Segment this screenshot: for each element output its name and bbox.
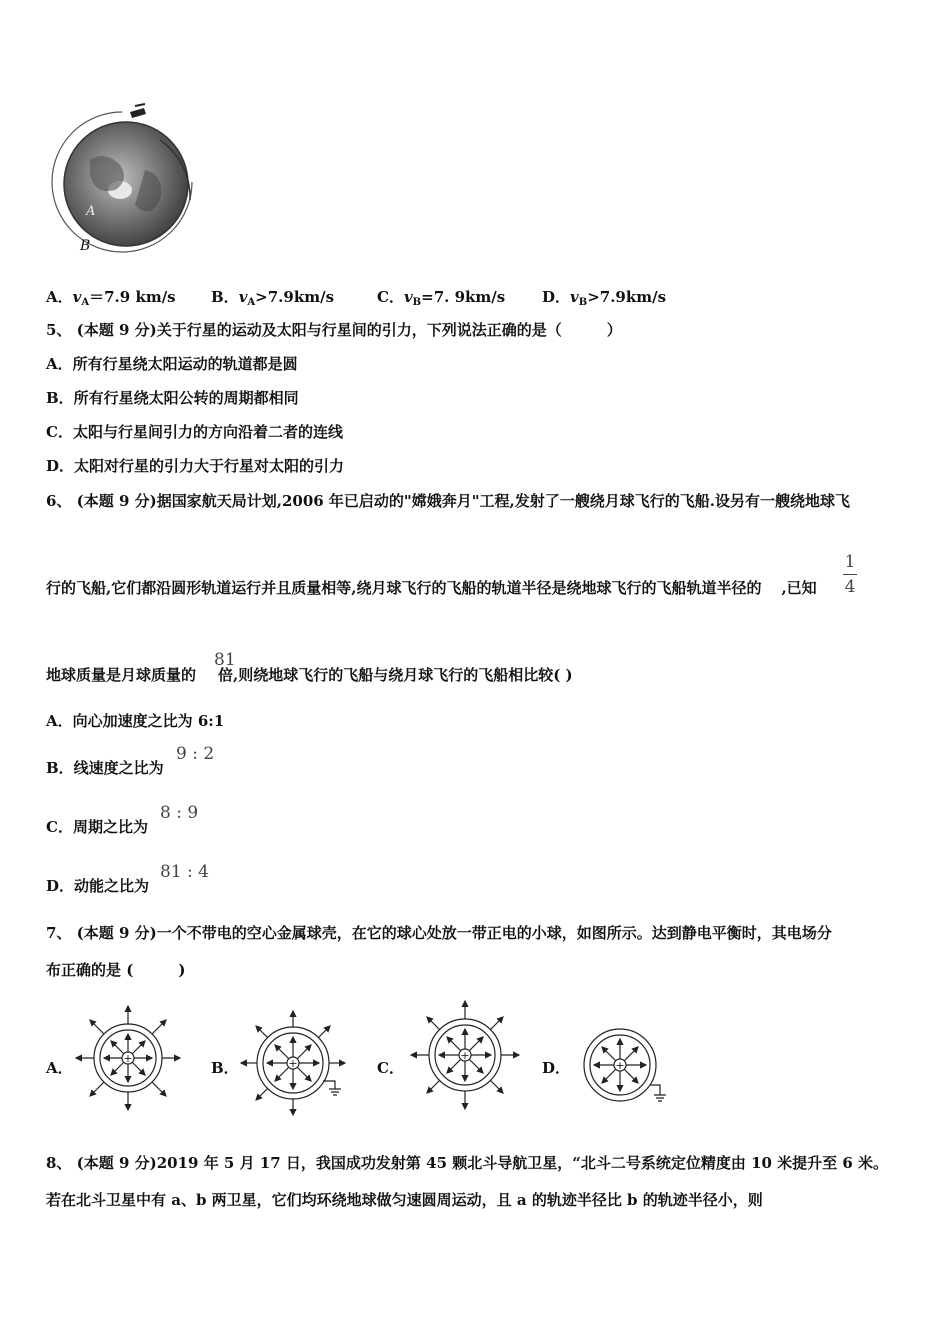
q6-stem-line1: 6、 (本题 9 分)据国家航天局计划,2006 年已启动的"嫦娥奔月"工程,发射了一艘绕月球飞行的飞船.设另有一艘绕地球飞 <box>46 492 851 510</box>
q5-option-a[interactable]: A．所有行星绕太阳运动的轨道都是圆 <box>46 355 298 373</box>
q8-stem-line2: 若在北斗卫星中有 a、b 两卫星，它们均环绕地球做匀速圆周运动，且 a 的轨迹半径比 b 的轨迹半径小，则 <box>46 1191 763 1209</box>
q7-charge-b: + <box>288 1057 298 1070</box>
q7-label-d[interactable]: D． <box>542 1059 571 1077</box>
q7-stem-line2: 布正确的是 ( ) <box>46 961 186 979</box>
q6-stem-line2: 行的飞船,它们都沿圆形轨道运行并且质量相等,绕月球飞行的飞船的轨道半径是绕地球飞行的飞船轨道半径的 ,已知 <box>46 579 817 597</box>
q5-option-b[interactable]: B．所有行星绕太阳公转的周期都相同 <box>46 389 299 407</box>
orbit-label-a: A <box>86 204 96 219</box>
q7-label-c[interactable]: C． <box>377 1059 404 1077</box>
q6-option-b[interactable]: B．线速度之比为 <box>46 759 164 777</box>
q6-option-a[interactable]: A．向心加速度之比为 6:1 <box>46 712 225 730</box>
orbit-label-b: B <box>80 238 91 254</box>
q4-option-a[interactable]: A．$v_A=7.9$ km/s <box>46 288 176 308</box>
q7-charge-c: + <box>460 1049 470 1062</box>
q6-mass-ratio: 81 <box>214 650 236 670</box>
q6-option-d-math: 81 : 4 <box>160 862 209 882</box>
satellite-icon <box>130 108 146 118</box>
q4-option-d[interactable]: D．$v_B>7.9km/s$ <box>542 288 667 308</box>
q6-option-b-math: 9 : 2 <box>176 744 215 764</box>
q6-option-c-math: 8 : 9 <box>160 803 199 823</box>
q5-stem: 5、 (本题 9 分)关于行星的运动及太阳与行星间的引力，下列说法正确的是（ ） <box>46 321 622 339</box>
earth-orbit-figure <box>50 100 210 260</box>
q4-option-b[interactable]: B．$v_A>7.9km/s$ <box>211 288 335 308</box>
q6-option-c[interactable]: C．周期之比为 <box>46 818 148 836</box>
q4-option-c[interactable]: C．$v_B=7$. 9km/s <box>377 288 506 308</box>
q7-stem-line1: 7、 (本题 9 分)一个不带电的空心金属球壳，在它的球心处放一带正电的小球，如图所示。达到静电平衡时，其电场分 <box>46 924 832 942</box>
q5-option-c[interactable]: C．太阳与行星间引力的方向沿着二者的连线 <box>46 423 343 441</box>
q7-charge-a: + <box>123 1052 133 1065</box>
q7-figure-d[interactable] <box>575 1020 675 1120</box>
q8-stem-line1: 8、 (本题 9 分)2019 年 5 月 17 日，我国成功发射第 45 颗北斗导航卫星，“北斗二号系统定位精度由 10 米提升至 6 米。 <box>46 1154 889 1172</box>
q6-option-d[interactable]: D．动能之比为 <box>46 877 150 895</box>
q5-option-d[interactable]: D．太阳对行星的引力大于行星对太阳的引力 <box>46 457 345 475</box>
q7-figure-a[interactable] <box>73 1003 183 1113</box>
q7-figure-b[interactable] <box>238 1008 358 1118</box>
q7-label-b[interactable]: B． <box>211 1059 239 1077</box>
q7-label-a[interactable]: A． <box>46 1059 73 1077</box>
q7-charge-d: + <box>615 1059 625 1072</box>
q7-figure-c[interactable] <box>410 1000 520 1110</box>
q6-stem-line3: 地球质量是月球质量的 倍,则绕地球飞行的飞船与绕月球飞行的飞船相比较( ) <box>46 666 573 684</box>
q6-fraction: 1 4 <box>844 552 856 597</box>
